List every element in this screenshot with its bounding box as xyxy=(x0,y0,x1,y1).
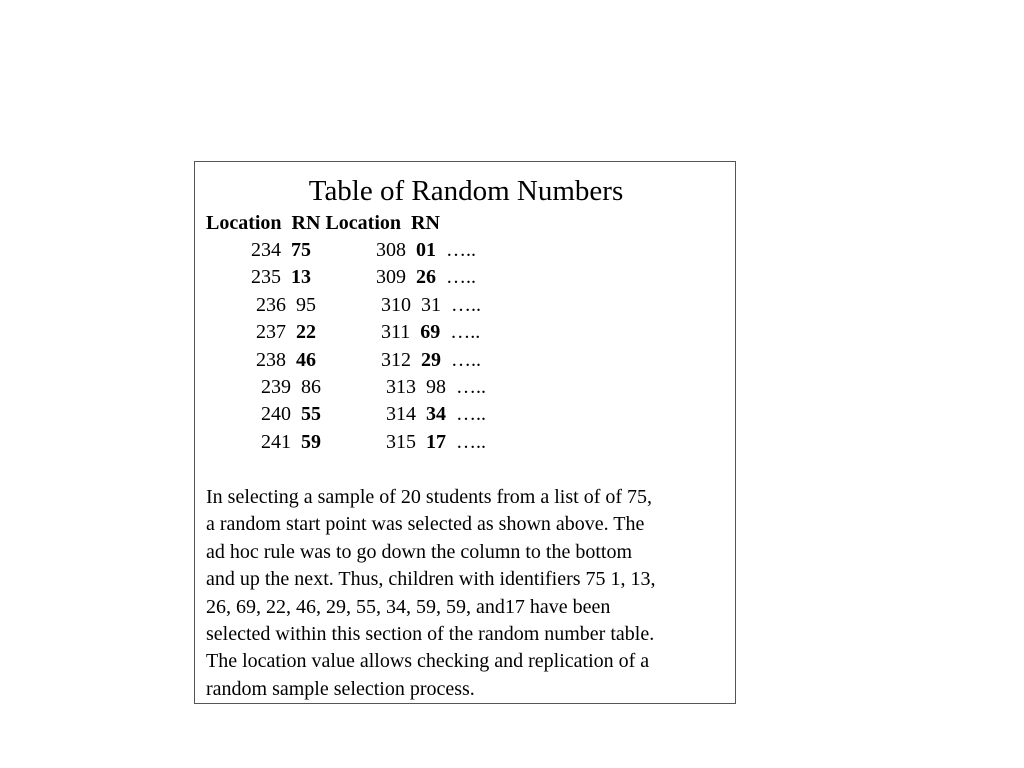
left-location: 240 xyxy=(261,403,291,426)
right-random-number: 98 xyxy=(426,376,446,398)
continuation-ellipsis: ….. xyxy=(450,321,481,344)
table-row xyxy=(256,320,556,344)
left-location: 235 xyxy=(251,266,281,289)
left-location: 237 xyxy=(256,321,286,344)
continuation-ellipsis: ….. xyxy=(456,403,486,426)
left-random-number: 46 xyxy=(296,348,316,371)
table-row xyxy=(261,430,561,454)
right-location: 312 xyxy=(381,348,411,371)
right-column-entry xyxy=(381,348,481,372)
right-column-entry xyxy=(381,293,481,317)
right-location: 310 xyxy=(381,293,411,316)
continuation-ellipsis: ….. xyxy=(456,430,486,453)
right-column-entry xyxy=(381,320,480,344)
left-location: 239 xyxy=(261,376,291,398)
continuation-ellipsis: ….. xyxy=(446,239,476,261)
table-row xyxy=(261,402,561,426)
right-column-entry xyxy=(386,402,486,426)
right-random-number: 01 xyxy=(416,239,436,261)
continuation-ellipsis: ….. xyxy=(456,376,486,398)
right-column-entry xyxy=(386,375,486,399)
left-random-number: 55 xyxy=(301,403,321,426)
left-random-number: 86 xyxy=(301,376,321,398)
table-row xyxy=(261,375,561,399)
random-numbers-box xyxy=(194,161,736,704)
table-row xyxy=(251,238,551,262)
right-column-entry xyxy=(376,265,476,289)
left-location: 238 xyxy=(256,348,286,371)
right-random-number: 69 xyxy=(420,321,441,344)
continuation-ellipsis: ….. xyxy=(446,266,476,289)
table-title: Table of Random Numbers xyxy=(308,175,624,207)
right-location: 308 xyxy=(376,239,406,261)
table-header: Location RN Location RN xyxy=(206,212,440,234)
right-column-entry xyxy=(376,238,476,262)
right-column-entry xyxy=(386,430,486,454)
right-random-number: 17 xyxy=(426,430,446,453)
table-row xyxy=(256,348,556,372)
left-location: 236 xyxy=(256,293,286,316)
right-location: 314 xyxy=(386,403,416,426)
right-location: 311 xyxy=(381,321,411,344)
left-random-number: 13 xyxy=(291,266,311,289)
right-location: 313 xyxy=(386,376,416,398)
right-random-number: 31 xyxy=(421,293,441,316)
continuation-ellipsis: ….. xyxy=(451,293,481,316)
table-row xyxy=(256,293,556,317)
left-location: 241 xyxy=(261,430,291,453)
left-location: 234 xyxy=(251,239,281,261)
left-random-number: 95 xyxy=(296,293,316,316)
right-location: 315 xyxy=(386,430,416,453)
left-random-number: 75 xyxy=(291,239,311,261)
table-row xyxy=(251,265,551,289)
right-random-number: 29 xyxy=(421,348,441,371)
left-random-number: 59 xyxy=(301,430,321,453)
explanation-paragraph: In selecting a sample of 20 students from a list of of 75, a random start point was selected as shown above. The ad hoc rule was to go down the column to the bottom and up the next. Thus, children with identifiers 75 1, 13, 26, 69, 22, 46, 29, 55, 34, 59, 59, and17 have been selected within this section of the random number table. The location value allows checking and replication of a random sample selection process. xyxy=(206,486,656,700)
right-location: 309 xyxy=(376,266,406,289)
right-random-number: 26 xyxy=(416,266,436,289)
continuation-ellipsis: ….. xyxy=(451,348,481,371)
left-random-number: 22 xyxy=(296,321,316,344)
right-random-number: 34 xyxy=(426,403,446,426)
